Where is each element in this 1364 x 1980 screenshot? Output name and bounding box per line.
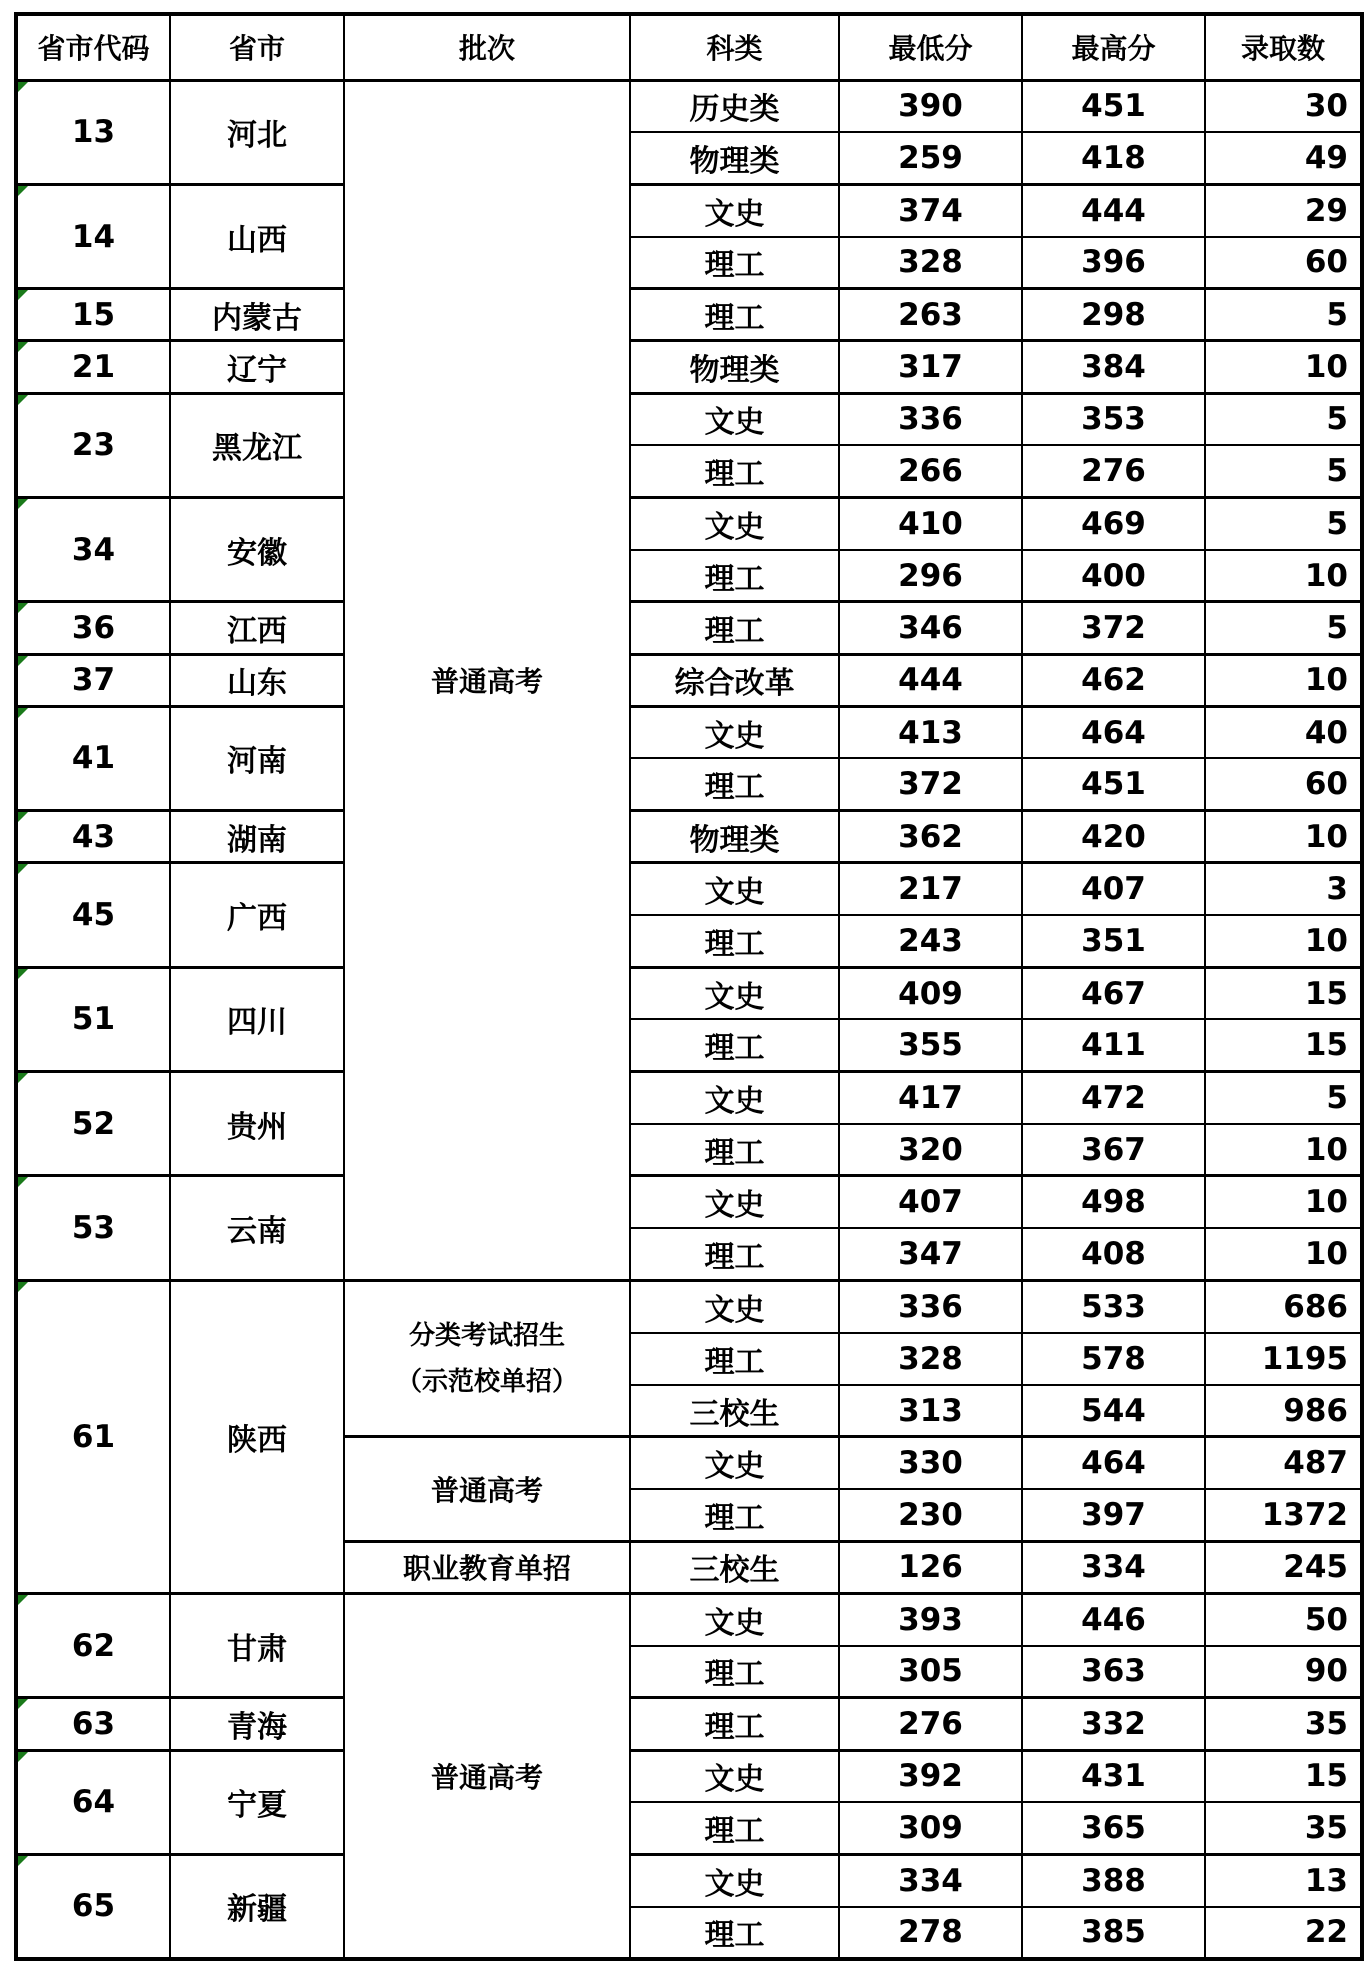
admit-count-cell: 5 (1205, 498, 1362, 550)
category-cell: 文史 (630, 498, 839, 550)
province-code-cell (16, 1593, 170, 1697)
province-code: 65 (71, 1888, 116, 1925)
batch-label-line1: 分类考试招生 (408, 1320, 565, 1351)
error-indicator-icon (18, 969, 28, 979)
max-score-cell: 408 (1022, 1228, 1205, 1280)
province-code: 36 (71, 609, 116, 646)
province-code-cell (16, 184, 170, 288)
batch-cell: 普通高考 (344, 1437, 630, 1541)
min-score-cell: 417 (839, 1072, 1022, 1124)
province-code: 52 (71, 1105, 116, 1142)
min-score-cell: 336 (839, 393, 1022, 445)
province-name-cell: 安徽 (170, 498, 344, 602)
min-score-cell: 230 (839, 1489, 1022, 1541)
min-score-cell: 266 (839, 445, 1022, 497)
category-cell: 理工 (630, 1333, 839, 1385)
category-cell: 文史 (630, 393, 839, 445)
min-score-cell: 243 (839, 915, 1022, 967)
batch-cell: 职业教育单招 (344, 1541, 630, 1593)
error-indicator-icon (18, 1073, 28, 1083)
province-code: 41 (71, 740, 116, 777)
admit-count-cell: 5 (1205, 393, 1362, 445)
category-cell: 理工 (630, 1489, 839, 1541)
category-cell: 文史 (630, 706, 839, 758)
max-score-cell: 431 (1022, 1750, 1205, 1802)
category-cell: 理工 (630, 445, 839, 497)
error-indicator-icon (18, 290, 28, 300)
province-name-cell: 新疆 (170, 1854, 344, 1958)
province-name-cell: 山东 (170, 654, 344, 706)
province-code-cell (16, 1176, 170, 1280)
max-score-cell: 578 (1022, 1333, 1205, 1385)
province-name-cell: 山西 (170, 184, 344, 288)
max-score-cell: 332 (1022, 1698, 1205, 1750)
error-indicator-icon (18, 603, 28, 613)
table-row (16, 1698, 1362, 1750)
error-indicator-icon (18, 1752, 28, 1762)
province-code-cell (16, 1750, 170, 1854)
category-cell: 文史 (630, 1280, 839, 1332)
min-score-cell: 334 (839, 1854, 1022, 1906)
table-row (16, 1750, 1362, 1802)
min-score-cell: 309 (839, 1802, 1022, 1854)
category-cell: 文史 (630, 863, 839, 915)
province-name-cell: 青海 (170, 1698, 344, 1750)
min-score-cell: 320 (839, 1124, 1022, 1176)
min-score-cell: 330 (839, 1437, 1022, 1489)
province-code: 34 (71, 531, 116, 568)
province-code: 13 (71, 114, 116, 151)
batch-cell: 普通高考 (344, 1593, 630, 1958)
category-cell: 理工 (630, 1698, 839, 1750)
province-code-cell (16, 1072, 170, 1176)
category-cell: 物理类 (630, 341, 839, 393)
max-score-cell: 365 (1022, 1802, 1205, 1854)
category-cell: 理工 (630, 1228, 839, 1280)
min-score-cell: 407 (839, 1176, 1022, 1228)
admit-count-cell: 60 (1205, 758, 1362, 810)
category-cell: 理工 (630, 915, 839, 967)
max-score-cell: 351 (1022, 915, 1205, 967)
admit-count-cell: 22 (1205, 1907, 1362, 1959)
admit-count-cell: 50 (1205, 1593, 1362, 1645)
error-indicator-icon (18, 342, 28, 352)
max-score-cell: 384 (1022, 341, 1205, 393)
admit-count-cell: 35 (1205, 1802, 1362, 1854)
max-score-cell: 444 (1022, 184, 1205, 236)
max-score-cell: 396 (1022, 237, 1205, 289)
table-row (16, 1280, 1362, 1332)
province-name-cell: 陕西 (170, 1280, 344, 1593)
header-min-score: 最低分 (839, 14, 1022, 80)
category-cell: 综合改革 (630, 654, 839, 706)
table-row (16, 811, 1362, 863)
admit-count-cell: 10 (1205, 550, 1362, 602)
category-cell: 三校生 (630, 1541, 839, 1593)
header-max-score: 最高分 (1022, 14, 1205, 80)
table-row (16, 602, 1362, 654)
province-code-cell (16, 967, 170, 1071)
category-cell: 文史 (630, 1437, 839, 1489)
min-score-cell: 317 (839, 341, 1022, 393)
min-score-cell: 410 (839, 498, 1022, 550)
max-score-cell: 353 (1022, 393, 1205, 445)
admit-count-cell: 5 (1205, 289, 1362, 341)
province-name-cell: 黑龙江 (170, 393, 344, 497)
category-cell: 理工 (630, 1802, 839, 1854)
max-score-cell: 420 (1022, 811, 1205, 863)
batch-label-line2: （示范校单招） (395, 1366, 578, 1397)
category-cell: 文史 (630, 1593, 839, 1645)
min-score-cell: 362 (839, 811, 1022, 863)
category-cell: 理工 (630, 1646, 839, 1698)
max-score-cell: 385 (1022, 1907, 1205, 1959)
admit-count-cell: 10 (1205, 811, 1362, 863)
min-score-cell: 409 (839, 967, 1022, 1019)
category-cell: 理工 (630, 1907, 839, 1959)
table-row (16, 1176, 1362, 1228)
admit-count-cell: 10 (1205, 1124, 1362, 1176)
admit-count-cell: 487 (1205, 1437, 1362, 1489)
category-cell: 理工 (630, 758, 839, 810)
province-name-cell: 贵州 (170, 1072, 344, 1176)
min-score-cell: 413 (839, 706, 1022, 758)
admit-count-cell: 10 (1205, 915, 1362, 967)
min-score-cell: 336 (839, 1280, 1022, 1332)
min-score-cell: 444 (839, 654, 1022, 706)
batch-cell: 普通高考 (344, 80, 630, 1280)
province-code: 23 (71, 427, 116, 464)
category-cell: 理工 (630, 1019, 839, 1071)
province-code-cell (16, 654, 170, 706)
error-indicator-icon (18, 1699, 28, 1709)
error-indicator-icon (18, 395, 28, 405)
province-name-cell: 河南 (170, 706, 344, 810)
max-score-cell: 464 (1022, 1437, 1205, 1489)
admit-count-cell: 3 (1205, 863, 1362, 915)
min-score-cell: 372 (839, 758, 1022, 810)
category-cell: 文史 (630, 184, 839, 236)
admit-count-cell: 35 (1205, 1698, 1362, 1750)
min-score-cell: 126 (839, 1541, 1022, 1593)
error-indicator-icon (18, 1595, 28, 1605)
admit-count-cell: 1372 (1205, 1489, 1362, 1541)
admit-count-cell: 5 (1205, 445, 1362, 497)
min-score-cell: 328 (839, 237, 1022, 289)
max-score-cell: 467 (1022, 967, 1205, 1019)
error-indicator-icon (18, 1282, 28, 1292)
min-score-cell: 296 (839, 550, 1022, 602)
error-indicator-icon (18, 1177, 28, 1187)
category-cell: 文史 (630, 1750, 839, 1802)
min-score-cell: 276 (839, 1698, 1022, 1750)
min-score-cell: 305 (839, 1646, 1022, 1698)
max-score-cell: 451 (1022, 80, 1205, 132)
province-code: 15 (71, 296, 116, 333)
max-score-cell: 276 (1022, 445, 1205, 497)
admit-count-cell: 15 (1205, 1750, 1362, 1802)
max-score-cell: 367 (1022, 1124, 1205, 1176)
table-row (16, 80, 1362, 132)
max-score-cell: 397 (1022, 1489, 1205, 1541)
province-name-cell: 甘肃 (170, 1593, 344, 1697)
category-cell: 理工 (630, 1124, 839, 1176)
max-score-cell: 411 (1022, 1019, 1205, 1071)
admit-count-cell: 29 (1205, 184, 1362, 236)
batch-cell (344, 1280, 630, 1437)
province-name-cell: 内蒙古 (170, 289, 344, 341)
max-score-cell: 400 (1022, 550, 1205, 602)
admit-count-cell: 5 (1205, 602, 1362, 654)
admit-count-cell: 40 (1205, 706, 1362, 758)
max-score-cell: 407 (1022, 863, 1205, 915)
header-category: 科类 (630, 14, 839, 80)
admit-count-cell: 5 (1205, 1072, 1362, 1124)
max-score-cell: 418 (1022, 132, 1205, 184)
admit-count-cell: 10 (1205, 654, 1362, 706)
province-code-cell (16, 289, 170, 341)
province-code: 53 (71, 1210, 116, 1247)
min-score-cell: 392 (839, 1750, 1022, 1802)
min-score-cell: 347 (839, 1228, 1022, 1280)
admit-count-cell: 60 (1205, 237, 1362, 289)
error-indicator-icon (18, 1856, 28, 1866)
table-row (16, 393, 1362, 445)
admit-count-cell: 10 (1205, 1228, 1362, 1280)
province-code: 14 (71, 218, 116, 255)
category-cell: 理工 (630, 289, 839, 341)
table-row (16, 289, 1362, 341)
province-code-cell (16, 706, 170, 810)
province-code: 45 (71, 897, 116, 933)
max-score-cell: 363 (1022, 1646, 1205, 1698)
error-indicator-icon (18, 499, 28, 509)
category-cell: 文史 (630, 1072, 839, 1124)
error-indicator-icon (18, 864, 28, 874)
table-row (16, 863, 1362, 915)
header-province: 省市 (170, 14, 344, 80)
max-score-cell: 472 (1022, 1072, 1205, 1124)
province-name-cell: 宁夏 (170, 1750, 344, 1854)
table-row (16, 706, 1362, 758)
max-score-cell: 498 (1022, 1176, 1205, 1228)
province-code-cell (16, 1280, 170, 1593)
table-row (16, 184, 1362, 236)
province-code-cell (16, 1854, 170, 1958)
max-score-cell: 388 (1022, 1854, 1205, 1906)
error-indicator-icon (18, 708, 28, 718)
province-code: 61 (71, 1418, 116, 1455)
category-cell: 理工 (630, 602, 839, 654)
category-cell: 文史 (630, 967, 839, 1019)
min-score-cell: 313 (839, 1385, 1022, 1437)
admit-count-cell: 15 (1205, 1019, 1362, 1071)
category-cell: 物理类 (630, 811, 839, 863)
admit-count-cell: 986 (1205, 1385, 1362, 1437)
province-code: 51 (71, 1001, 116, 1038)
province-name-cell: 湖南 (170, 811, 344, 863)
province-code: 64 (71, 1784, 116, 1821)
admit-count-cell: 90 (1205, 1646, 1362, 1698)
min-score-cell: 374 (839, 184, 1022, 236)
min-score-cell: 217 (839, 863, 1022, 915)
min-score-cell: 390 (839, 80, 1022, 132)
province-code-cell (16, 863, 170, 967)
province-code: 37 (71, 662, 116, 699)
min-score-cell: 393 (839, 1593, 1022, 1645)
province-code-cell (16, 341, 170, 393)
province-name-cell: 四川 (170, 967, 344, 1071)
max-score-cell: 464 (1022, 706, 1205, 758)
max-score-cell: 334 (1022, 1541, 1205, 1593)
category-cell: 历史类 (630, 80, 839, 132)
min-score-cell: 355 (839, 1019, 1022, 1071)
max-score-cell: 533 (1022, 1280, 1205, 1332)
table-row (16, 1854, 1362, 1906)
table-row (16, 341, 1362, 393)
category-cell: 三校生 (630, 1385, 839, 1437)
category-cell: 文史 (630, 1854, 839, 1906)
province-name-cell: 云南 (170, 1176, 344, 1280)
error-indicator-icon (18, 82, 28, 92)
province-code: 43 (71, 818, 116, 855)
province-name-cell: 广西 (170, 863, 344, 967)
province-code: 21 (71, 349, 116, 386)
error-indicator-icon (18, 186, 28, 196)
max-score-cell: 372 (1022, 602, 1205, 654)
error-indicator-icon (18, 812, 28, 822)
admit-count-cell: 13 (1205, 1854, 1362, 1906)
min-score-cell: 328 (839, 1333, 1022, 1385)
category-cell: 理工 (630, 550, 839, 602)
table-row (16, 1072, 1362, 1124)
province-code: 62 (71, 1627, 116, 1664)
admit-count-cell: 49 (1205, 132, 1362, 184)
category-cell: 理工 (630, 237, 839, 289)
province-name-cell: 江西 (170, 602, 344, 654)
admit-count-cell: 15 (1205, 967, 1362, 1019)
max-score-cell: 462 (1022, 654, 1205, 706)
table-row (16, 967, 1362, 1019)
category-cell: 物理类 (630, 132, 839, 184)
table-row (16, 654, 1362, 706)
table-row (16, 1593, 1362, 1645)
max-score-cell: 446 (1022, 1593, 1205, 1645)
max-score-cell: 298 (1022, 289, 1205, 341)
category-cell: 文史 (630, 1176, 839, 1228)
admission-score-table (14, 12, 1364, 1961)
min-score-cell: 278 (839, 1907, 1022, 1959)
admit-count-cell: 30 (1205, 80, 1362, 132)
province-code-cell (16, 393, 170, 497)
max-score-cell: 469 (1022, 498, 1205, 550)
admit-count-cell: 1195 (1205, 1333, 1362, 1385)
header-batch: 批次 (344, 14, 630, 80)
error-indicator-icon (18, 656, 28, 666)
table-row (16, 498, 1362, 550)
admit-count-cell: 245 (1205, 1541, 1362, 1593)
province-name-cell: 辽宁 (170, 341, 344, 393)
province-code-cell (16, 498, 170, 602)
max-score-cell: 451 (1022, 758, 1205, 810)
province-code-cell (16, 80, 170, 184)
admit-count-cell: 10 (1205, 341, 1362, 393)
min-score-cell: 263 (839, 289, 1022, 341)
min-score-cell: 259 (839, 132, 1022, 184)
header-admit-count: 录取数 (1205, 14, 1362, 80)
province-code-cell (16, 811, 170, 863)
province-name-cell: 河北 (170, 80, 344, 184)
max-score-cell: 544 (1022, 1385, 1205, 1437)
province-code: 63 (71, 1705, 116, 1742)
header-row (16, 14, 1362, 80)
admit-count-cell: 686 (1205, 1280, 1362, 1332)
header-province-code: 省市代码 (16, 14, 170, 80)
province-code-cell (16, 1698, 170, 1750)
province-code-cell (16, 602, 170, 654)
min-score-cell: 346 (839, 602, 1022, 654)
admit-count-cell: 10 (1205, 1176, 1362, 1228)
